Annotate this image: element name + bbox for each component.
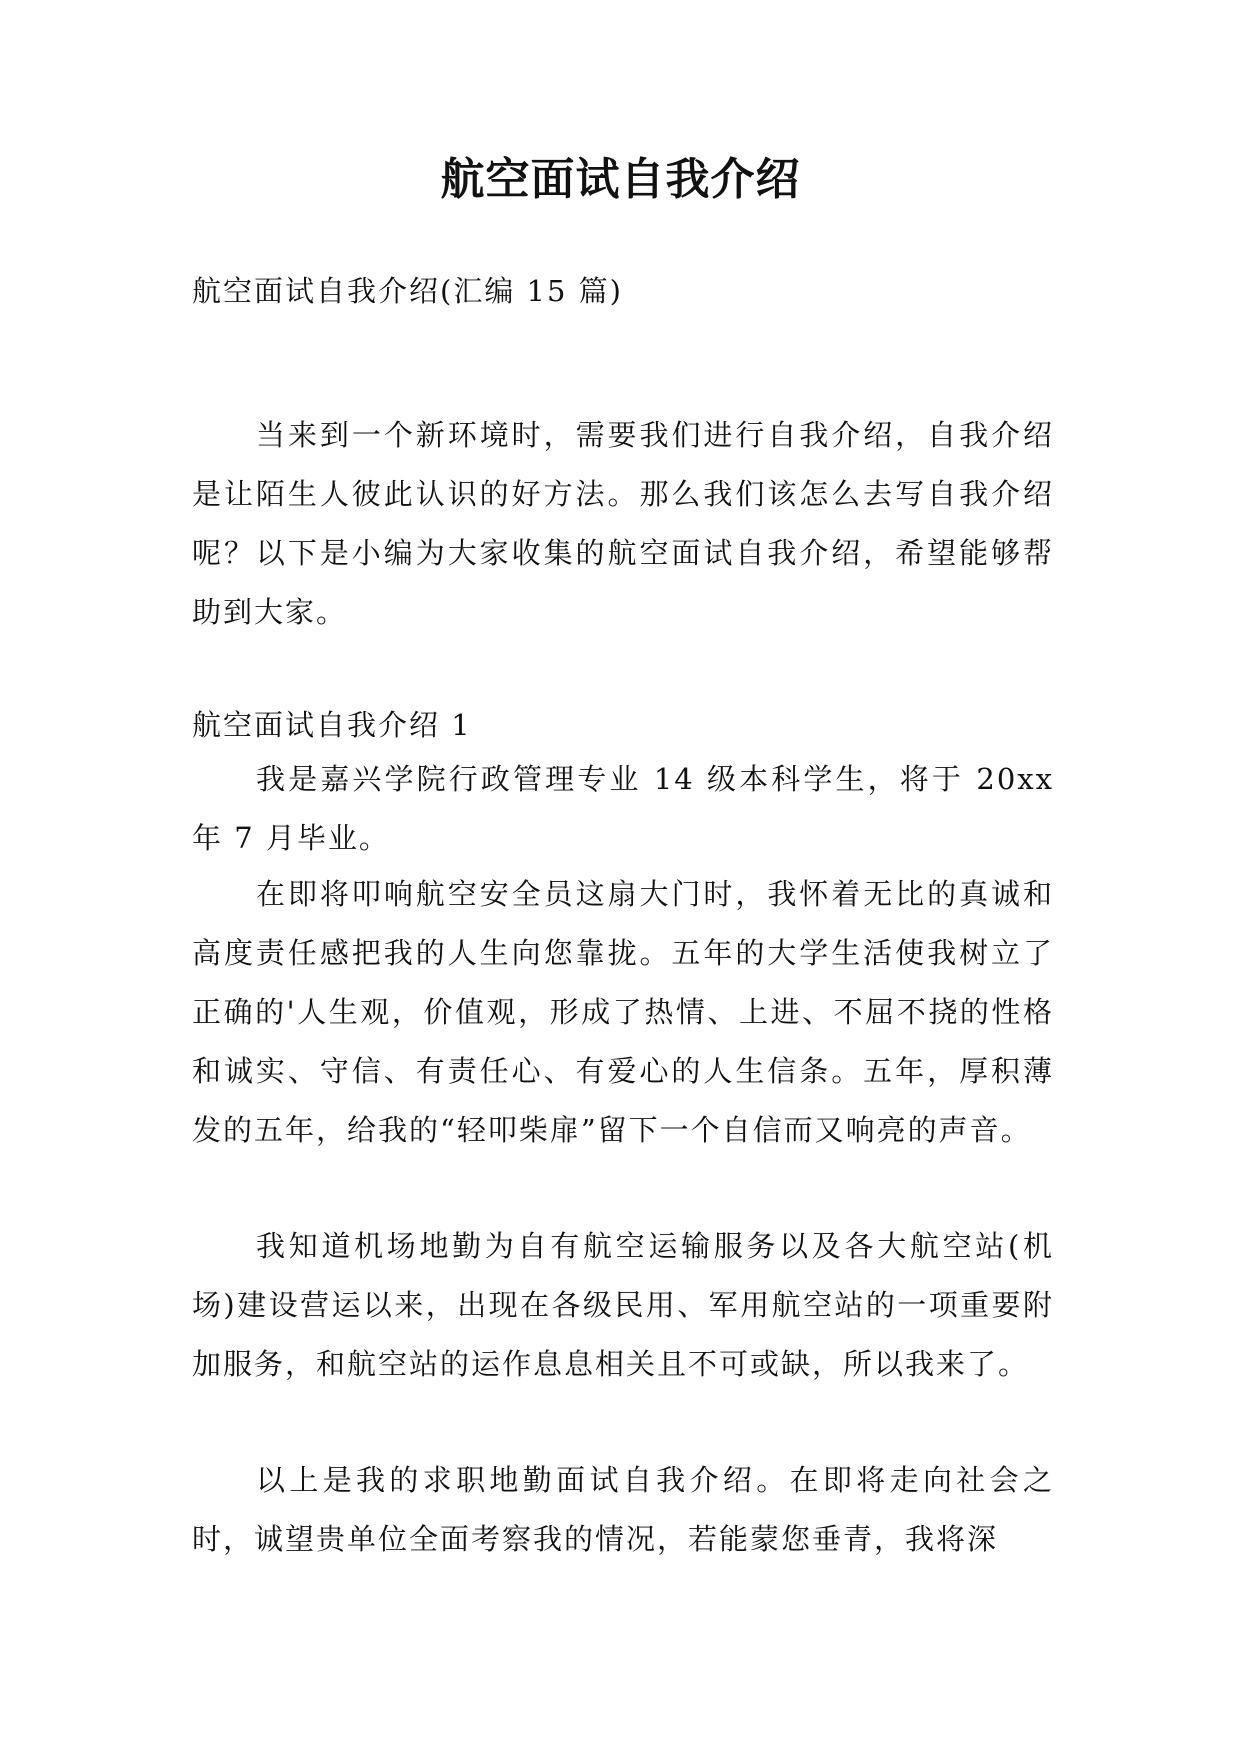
body-paragraph: 在即将叩响航空安全员这扇大门时，我怀着无比的真诚和高度责任感把我的人生向您靠拢。五年的大学生活使我树立了正确的'人生观，价值观，形成了热情、上进、不屈不挠的性格和诚实、守信、有责任心、有爱心的人生信条。五年，厚积薄发的五年，给我的“轻叩柴扉”留下一个自信而又响亮的声音。 [192,877,1054,1147]
document-title: 航空面试自我介绍 [440,154,801,205]
document-subtitle: 航空面试自我介绍(汇编 15 篇) [192,274,623,308]
body-paragraph: 我是嘉兴学院行政管理专业 14 级本科学生，将于 20xx 年 7 月毕业。 [192,762,1054,855]
intro-paragraph: 当来到一个新环境时，需要我们进行自我介绍，自我介绍是让陌生人彼此认识的好方法。那么我们该怎么去写自我介绍呢？以下是小编为大家收集的航空面试自我介绍，希望能够帮助到大家。 [192,418,1054,629]
body-paragraph: 以上是我的求职地勤面试自我介绍。在即将走向社会之时，诚望贵单位全面考察我的情况，若能蒙您垂青，我将深 [192,1463,1054,1556]
section-heading: 航空面试自我介绍 1 [192,708,472,742]
body-paragraph: 我知道机场地勤为自有航空运输服务以及各大航空站(机场)建设营运以来，出现在各级民用、军用航空站的一项重要附加服务，和航空站的运作息息相关且不可或缺，所以我来了。 [192,1229,1054,1381]
